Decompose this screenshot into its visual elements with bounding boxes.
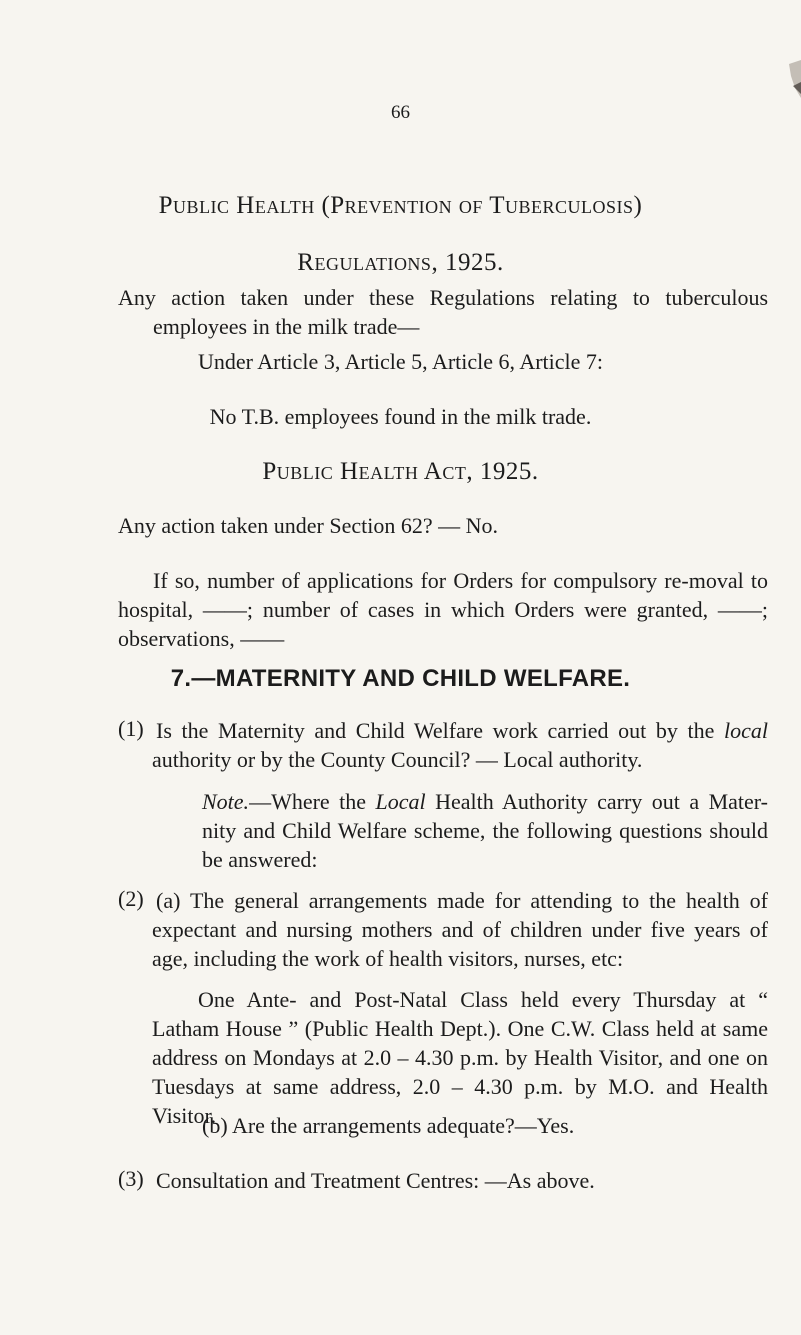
q2b-text: (b) Are the arrangements adequate?—Yes. (202, 1113, 575, 1138)
under-articles-line: Under Article 3, Article 5, Article 6, Article 7: (197, 349, 604, 374)
paragraph-tb-action (118, 283, 768, 341)
note-pre: —Where the (249, 789, 376, 814)
page-number: 66 (391, 102, 410, 123)
heading-tb-regulations: Public Health (Prevention of Tuberculosis) (158, 192, 643, 219)
page-corner-mark (771, 58, 801, 108)
no-tb-employees-line: No T.B. employees found in the milk trade. (209, 404, 592, 429)
q3-text: Consultation and Treatment Centres: —As above. (156, 1168, 595, 1193)
note-local: Local (375, 789, 426, 814)
note-post: Health Authority carry out a Mater-nity and Child Welfare scheme, the following questions should be answered: (202, 789, 769, 872)
q1-text-local: local (724, 718, 768, 743)
q1-number: (1) (118, 716, 144, 741)
note-label: Note. (202, 789, 250, 814)
q3-number: (3) (118, 1166, 144, 1191)
q2a-answer: One Ante- and Post-Natal Class held every Thursday at “ Latham House ” (Public Health Dept.). One C.W. Class held at same address on Mondays at 2.0 – 4.30 p.m. by Health Visitor, and one on Tuesdays at same address, 2.0 – 4.30 p.m. by M.O. and Health Visitor. (152, 987, 768, 1128)
section-62-line: Any action taken under Section 62? — No. (118, 513, 499, 538)
note-paragraph (202, 787, 768, 874)
q2a-text: (a) The general arrangements made for attending to the health of expectant and nursing mothers and of children under five years of age, including the work of health visitors, nurses, etc: (152, 888, 768, 971)
section-7-heading: 7.—MATERNITY AND CHILD WELFARE. (170, 665, 631, 692)
heading-tb-regulations-year: Regulations, 1925. (297, 249, 504, 276)
q1-text-post: authority or by the County Council? — Local authority. (152, 747, 643, 772)
if-so-paragraph: If so, number of applications for Orders for compulsory re-moval to hospital, ——; number of cases in which Orders were granted, ——; observations, —— (118, 568, 768, 651)
q1-text-pre: Is the Maternity and Child Welfare work carried out by the (156, 718, 724, 743)
q2-number: (2) (118, 886, 144, 911)
q1-text (152, 716, 768, 774)
heading-public-health-act: Public Health Act, 1925. (262, 458, 539, 485)
paragraph-tb-action-text: Any action taken under these Regulations relating to tuberculous employees in the milk trade— (118, 285, 768, 339)
